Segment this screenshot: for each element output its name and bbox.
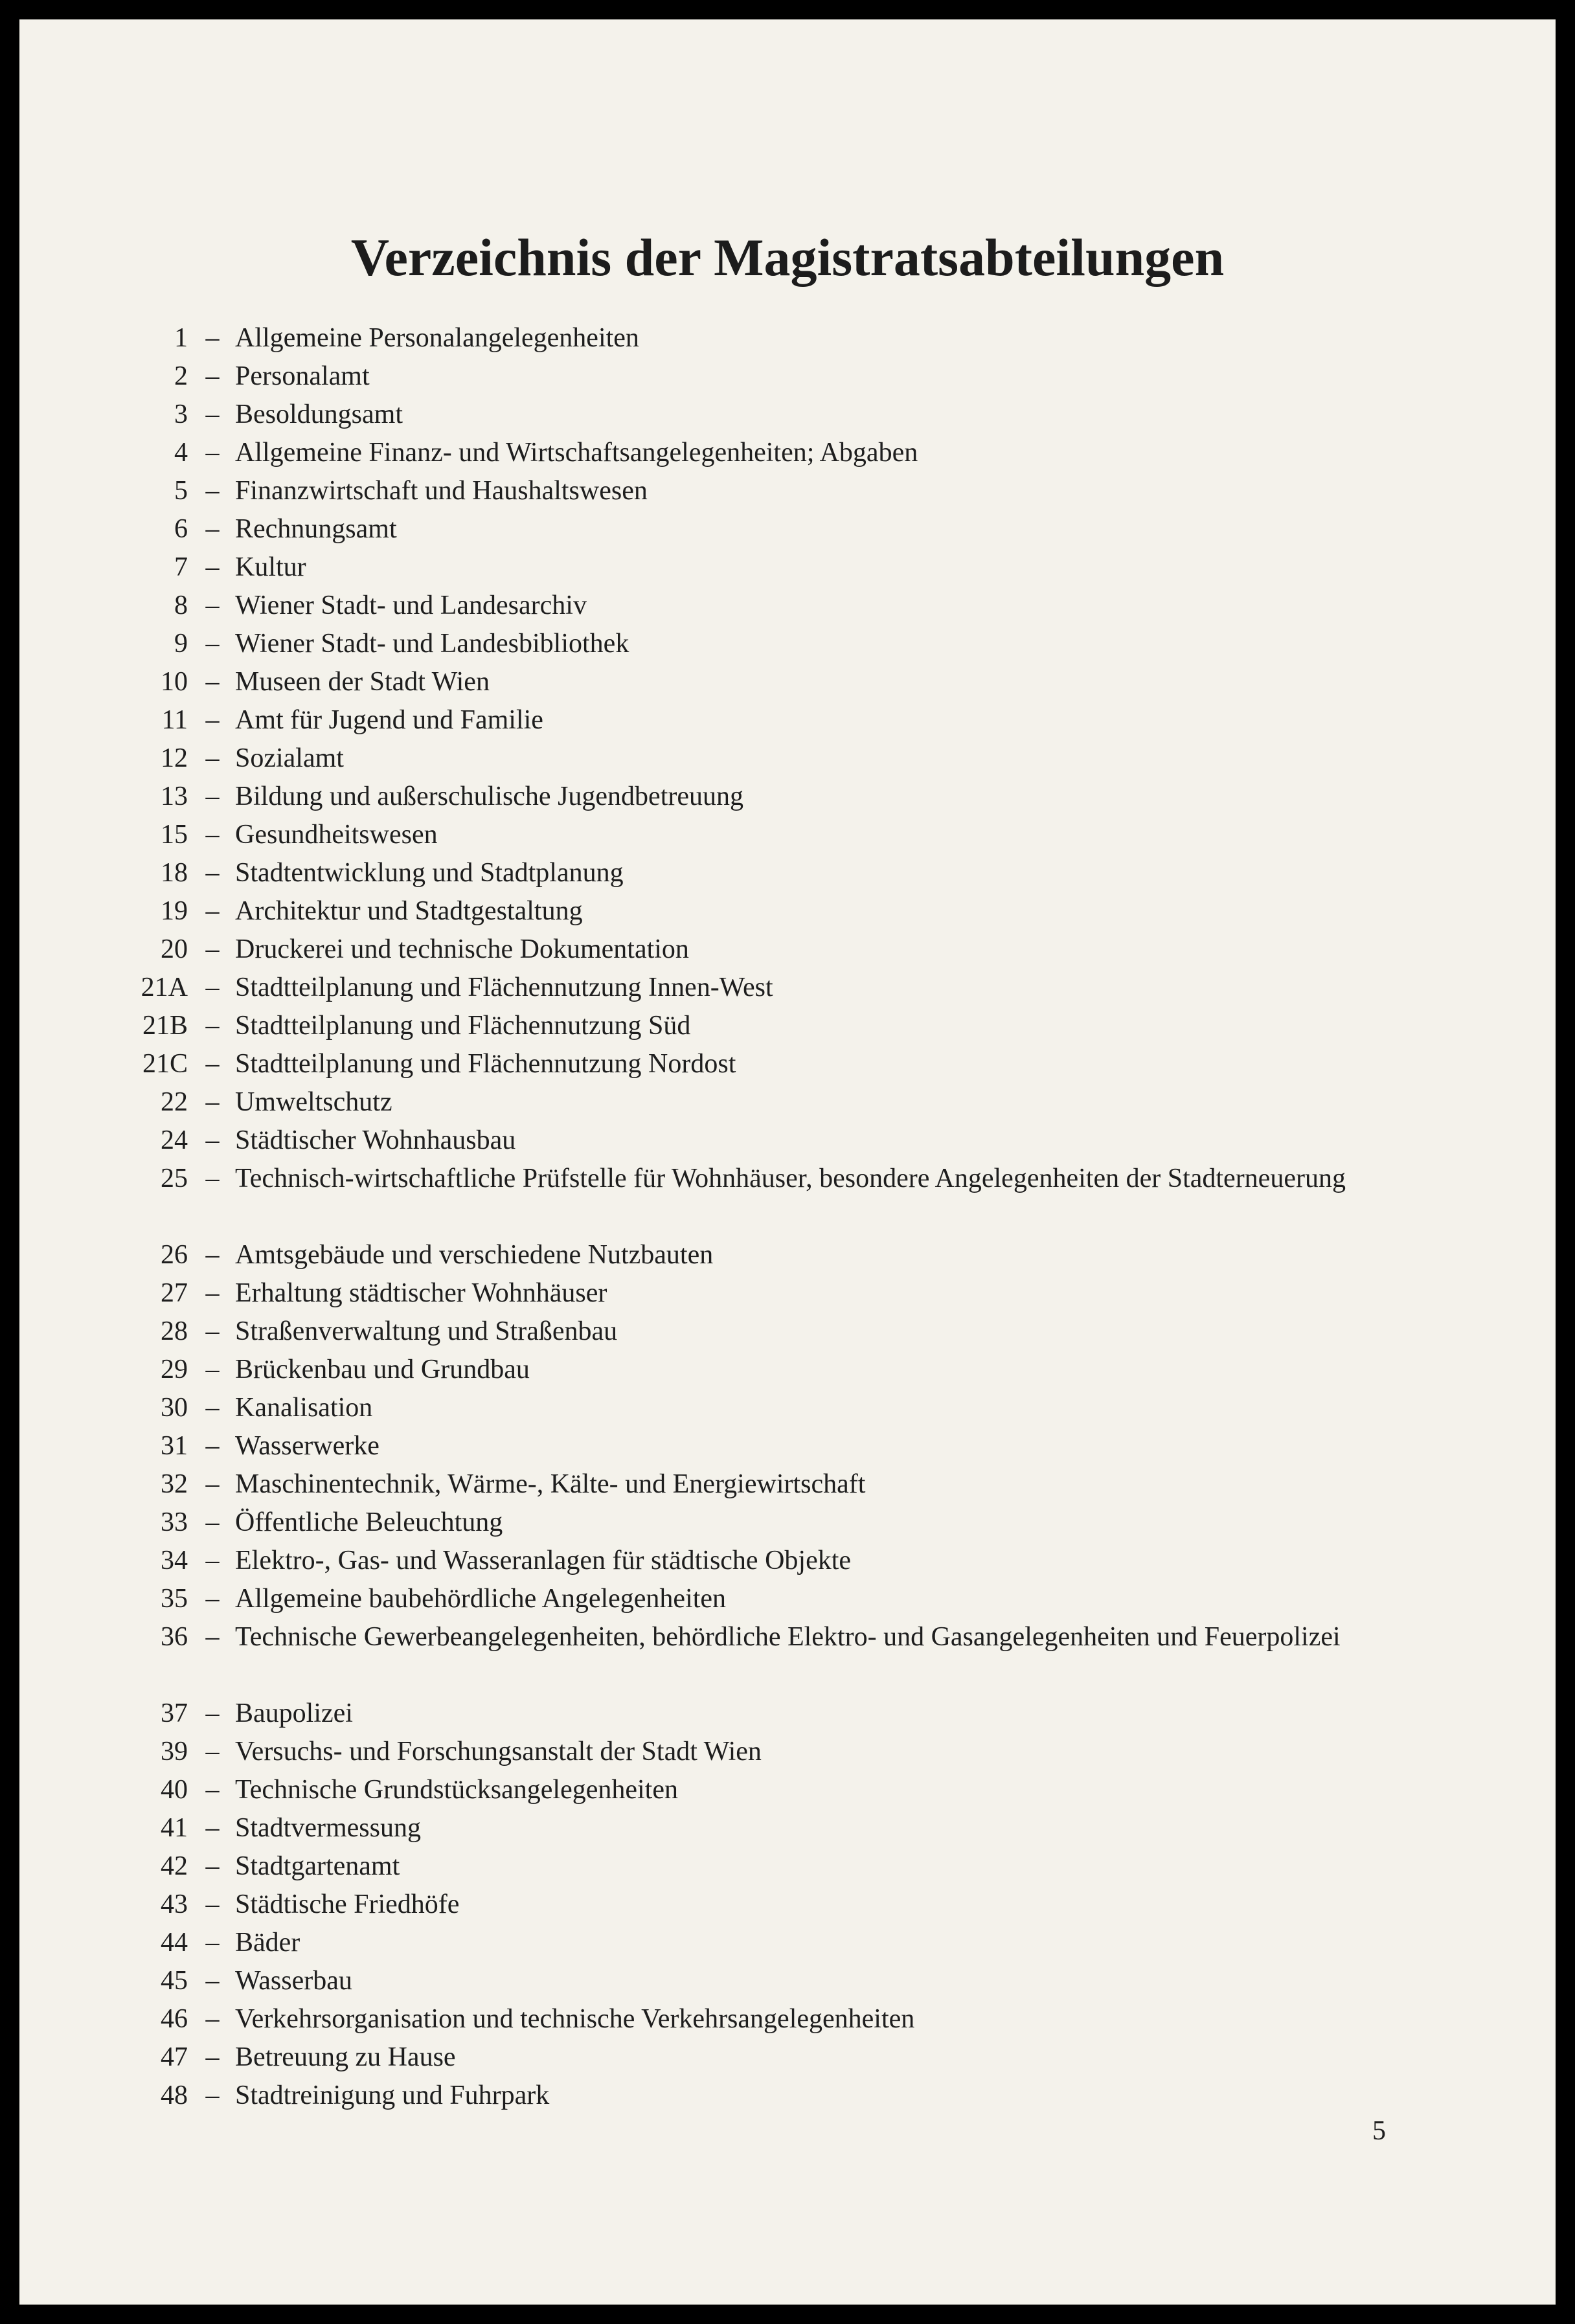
department-number: 20 [161, 934, 188, 964]
department-list [19, 319, 1556, 2115]
separator-dash: – [205, 1164, 220, 1193]
department-name: Wiener Stadt- und Landesarchiv [235, 591, 587, 620]
list-item [19, 1045, 1556, 1083]
list-item [19, 2038, 1556, 2077]
list-item [19, 357, 1556, 396]
department-number: 40 [161, 1775, 188, 1805]
department-name: Versuchs- und Forschungsanstalt der Stadt Wien [235, 1737, 762, 1766]
separator-dash: – [205, 1469, 220, 1499]
separator-dash: – [205, 973, 220, 1002]
department-number: 6 [174, 514, 188, 544]
department-name: Stadtteilplanung und Flächennutzung Nordost [235, 1049, 736, 1079]
list-item [19, 816, 1556, 854]
list-item [19, 1771, 1556, 1809]
list-item [19, 1847, 1556, 1886]
department-number: 42 [161, 1851, 188, 1881]
list-item [19, 739, 1556, 778]
page-number: 5 [1372, 2116, 1386, 2146]
department-name: Baupolizei [235, 1698, 353, 1728]
department-number: 5 [174, 476, 188, 506]
list-item [19, 1160, 1556, 1236]
separator-dash: – [205, 1393, 220, 1423]
department-name: Amt für Jugend und Familie [235, 705, 543, 735]
separator-dash: – [205, 1316, 220, 1346]
list-item [19, 969, 1556, 1007]
list-item [19, 1504, 1556, 1542]
separator-dash: – [205, 2004, 220, 2034]
department-number: 43 [161, 1890, 188, 1919]
department-name: Stadtvermessung [235, 1813, 421, 1843]
list-item [19, 587, 1556, 625]
department-number: 33 [161, 1507, 188, 1537]
department-name: Technische Grundstücksangelegenheiten [235, 1775, 678, 1805]
list-item [19, 663, 1556, 701]
separator-dash: – [205, 629, 220, 659]
separator-dash: – [205, 1546, 220, 1575]
separator-dash: – [205, 1737, 220, 1766]
department-name: Stadtgartenamt [235, 1851, 400, 1881]
separator-dash: – [205, 2042, 220, 2072]
separator-dash: – [205, 1851, 220, 1881]
department-number: 44 [161, 1928, 188, 1957]
department-name: Sozialamt [235, 743, 344, 773]
separator-dash: – [205, 1775, 220, 1805]
separator-dash: – [205, 1928, 220, 1957]
list-item [19, 854, 1556, 892]
separator-dash: – [205, 1622, 220, 1652]
department-number: 41 [161, 1813, 188, 1843]
department-name: Kultur [235, 552, 306, 582]
department-name: Wasserwerke [235, 1431, 380, 1461]
separator-dash: – [205, 896, 220, 926]
department-number: 34 [161, 1546, 188, 1575]
department-number: 13 [161, 782, 188, 811]
separator-dash: – [205, 1125, 220, 1155]
page-title: Verzeichnis der Magistratsabteilungen [350, 228, 1225, 287]
department-name: Amtsgebäude und verschiedene Nutzbauten [235, 1240, 714, 1270]
list-item [19, 892, 1556, 931]
department-name: Erhaltung städtischer Wohnhäuser [235, 1278, 607, 1308]
separator-dash: – [205, 934, 220, 964]
department-number: 46 [161, 2004, 188, 2034]
separator-dash: – [205, 1890, 220, 1919]
list-item [19, 1313, 1556, 1351]
list-item [19, 1351, 1556, 1389]
separator-dash: – [205, 782, 220, 811]
department-name: Kanalisation [235, 1393, 373, 1423]
separator-dash: – [205, 361, 220, 391]
department-name: Technische Gewerbeangelegenheiten, behördliche Elektro- und Gasangelegenheiten und Feuerpolizei [235, 1622, 1341, 1652]
department-name: Personalamt [235, 361, 370, 391]
department-number: 47 [161, 2042, 188, 2072]
department-number: 45 [161, 1966, 188, 1996]
department-number: 35 [161, 1584, 188, 1614]
department-number: 39 [161, 1737, 188, 1766]
department-name: Umweltschutz [235, 1087, 392, 1117]
list-item [19, 1886, 1556, 1924]
list-item [19, 1618, 1556, 1695]
department-number: 36 [161, 1622, 188, 1652]
department-number: 22 [161, 1087, 188, 1117]
department-number: 11 [161, 705, 188, 735]
list-item [19, 1542, 1556, 1580]
department-name: Allgemeine baubehördliche Angelegenheiten [235, 1584, 727, 1614]
separator-dash: – [205, 438, 220, 468]
department-number: 3 [174, 400, 188, 429]
department-number: 9 [174, 629, 188, 659]
list-item [19, 1274, 1556, 1313]
department-number: 21B [142, 1011, 188, 1041]
department-name: Technisch-wirtschaftliche Prüfstelle für Wohnhäuser, besondere Angelegenheiten der Stadterneuerung [235, 1164, 1346, 1193]
department-name: Verkehrsorganisation und technische Verkehrsangelegenheiten [235, 2004, 915, 2034]
list-item [19, 396, 1556, 434]
separator-dash: – [205, 1087, 220, 1117]
list-item [19, 625, 1556, 663]
department-name: Architektur und Stadtgestaltung [235, 896, 583, 926]
separator-dash: – [205, 743, 220, 773]
department-name: Städtische Friedhöfe [235, 1890, 460, 1919]
department-number: 27 [161, 1278, 188, 1308]
list-item [19, 1809, 1556, 1847]
department-name: Bildung und außerschulische Jugendbetreuung [235, 782, 743, 811]
department-name: Museen der Stadt Wien [235, 667, 490, 697]
list-item [19, 2077, 1556, 2115]
department-number: 10 [161, 667, 188, 697]
department-number: 12 [161, 743, 188, 773]
department-name: Städtischer Wohnhausbau [235, 1125, 516, 1155]
department-name: Stadtentwicklung und Stadtplanung [235, 858, 624, 888]
department-number: 28 [161, 1316, 188, 1346]
list-item [19, 1007, 1556, 1045]
department-number: 25 [161, 1164, 188, 1193]
separator-dash: – [205, 820, 220, 850]
department-name: Öffentliche Beleuchtung [235, 1507, 503, 1537]
separator-dash: – [205, 1584, 220, 1614]
separator-dash: – [205, 1355, 220, 1384]
list-item [19, 778, 1556, 816]
separator-dash: – [205, 1698, 220, 1728]
list-item [19, 1236, 1556, 1274]
list-item [19, 1465, 1556, 1504]
department-number: 26 [161, 1240, 188, 1270]
list-item [19, 1733, 1556, 1771]
separator-dash: – [205, 591, 220, 620]
department-name: Wiener Stadt- und Landesbibliothek [235, 629, 629, 659]
department-name: Gesundheitswesen [235, 820, 438, 850]
list-item [19, 1389, 1556, 1427]
department-number: 2 [174, 361, 188, 391]
department-name: Maschinentechnik, Wärme-, Kälte- und Energiewirtschaft [235, 1469, 866, 1499]
department-number: 1 [174, 323, 188, 353]
separator-dash: – [205, 1278, 220, 1308]
list-item [19, 319, 1556, 357]
separator-dash: – [205, 1240, 220, 1270]
department-name: Stadtreinigung und Fuhrpark [235, 2081, 550, 2110]
separator-dash: – [205, 1966, 220, 1996]
department-number: 29 [161, 1355, 188, 1384]
department-number: 31 [161, 1431, 188, 1461]
separator-dash: – [205, 400, 220, 429]
list-item [19, 1427, 1556, 1465]
separator-dash: – [205, 1431, 220, 1461]
list-item [19, 701, 1556, 739]
department-name: Brückenbau und Grundbau [235, 1355, 530, 1384]
department-name: Stadtteilplanung und Flächennutzung Innen-West [235, 973, 773, 1002]
department-number: 19 [161, 896, 188, 926]
department-name: Finanzwirtschaft und Haushaltswesen [235, 476, 648, 506]
department-number: 18 [161, 858, 188, 888]
department-number: 15 [161, 820, 188, 850]
department-number: 4 [174, 438, 188, 468]
list-item [19, 472, 1556, 510]
list-item [19, 1122, 1556, 1160]
separator-dash: – [205, 1049, 220, 1079]
document-page [19, 19, 1556, 2305]
department-name: Besoldungsamt [235, 400, 403, 429]
department-number: 37 [161, 1698, 188, 1728]
department-name: Betreuung zu Hause [235, 2042, 456, 2072]
department-number: 21A [141, 973, 188, 1002]
list-item [19, 1083, 1556, 1122]
list-item [19, 1924, 1556, 1962]
list-item [19, 1695, 1556, 1733]
department-number: 48 [161, 2081, 188, 2110]
department-number: 7 [174, 552, 188, 582]
department-number: 32 [161, 1469, 188, 1499]
separator-dash: – [205, 514, 220, 544]
separator-dash: – [205, 1507, 220, 1537]
department-name: Druckerei und technische Dokumentation [235, 934, 689, 964]
department-number: 21C [142, 1049, 188, 1079]
department-name: Straßenverwaltung und Straßenbau [235, 1316, 618, 1346]
list-item [19, 1580, 1556, 1618]
department-name: Stadtteilplanung und Flächennutzung Süd [235, 1011, 691, 1041]
list-item [19, 434, 1556, 472]
list-item [19, 548, 1556, 587]
separator-dash: – [205, 1813, 220, 1843]
department-name: Allgemeine Personalangelegenheiten [235, 323, 639, 353]
separator-dash: – [205, 705, 220, 735]
separator-dash: – [205, 323, 220, 353]
department-number: 8 [174, 591, 188, 620]
separator-dash: – [205, 552, 220, 582]
department-number: 30 [161, 1393, 188, 1423]
list-item [19, 2000, 1556, 2038]
department-name: Elektro-, Gas- und Wasseranlagen für städtische Objekte [235, 1546, 852, 1575]
separator-dash: – [205, 1011, 220, 1041]
separator-dash: – [205, 476, 220, 506]
department-name: Bäder [235, 1928, 300, 1957]
department-name: Wasserbau [235, 1966, 352, 1996]
department-number: 24 [161, 1125, 188, 1155]
separator-dash: – [205, 667, 220, 697]
list-item [19, 1962, 1556, 2000]
list-item [19, 931, 1556, 969]
separator-dash: – [205, 2081, 220, 2110]
department-name: Rechnungsamt [235, 514, 397, 544]
department-name: Allgemeine Finanz- und Wirtschaftsangelegenheiten; Abgaben [235, 438, 918, 468]
separator-dash: – [205, 858, 220, 888]
list-item [19, 510, 1556, 548]
